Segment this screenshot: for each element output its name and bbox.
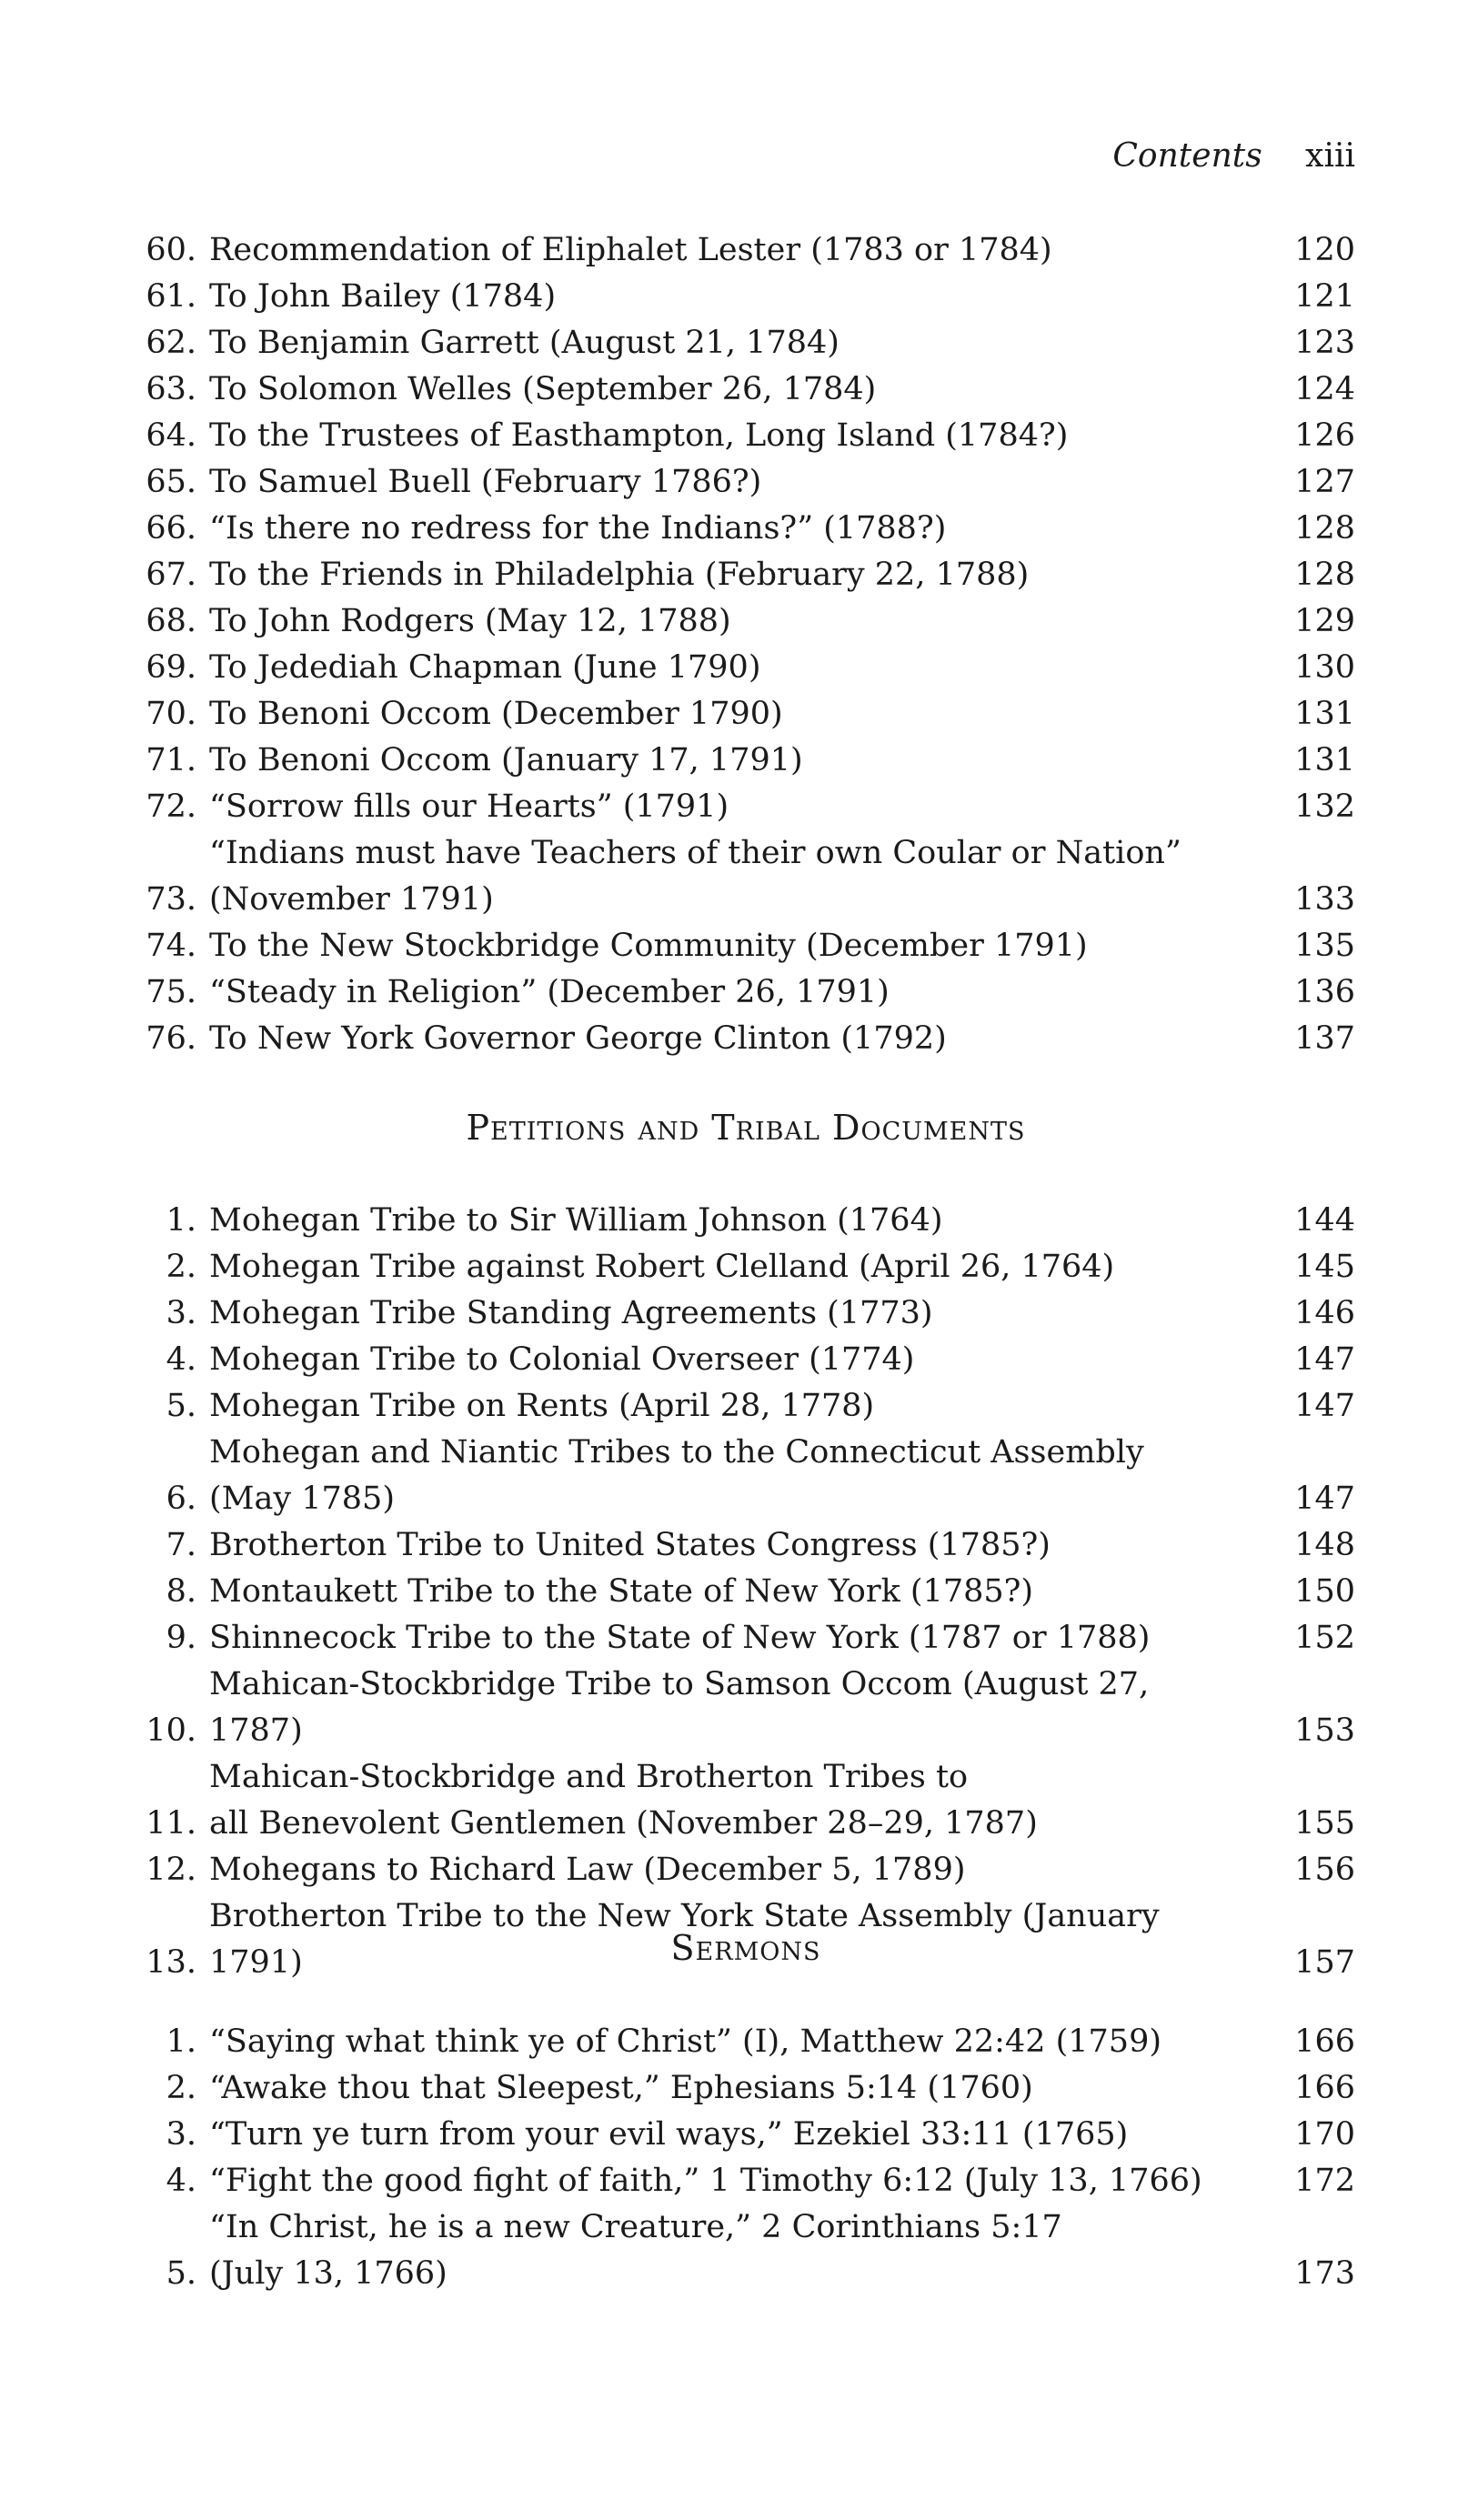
entry-page-number: 157: [1294, 1944, 1355, 1981]
toc-entry: [136, 274, 1355, 320]
entry-title-line: Mohegan Tribe to Colonial Overseer (1774): [209, 1341, 915, 1378]
toc-entry: [136, 1615, 1355, 1662]
entry-page-number: 136: [1294, 974, 1355, 1010]
entry-title-line: “Fight the good fight of faith,” 1 Timothy 6:12 (July 13, 1766): [209, 2163, 1202, 2199]
entry-number: 1.: [166, 2023, 196, 2060]
toc-entry: [136, 738, 1355, 784]
entry-title: [209, 1337, 1246, 1383]
entry-page-number: 147: [1294, 1481, 1355, 1517]
toc-entry: [136, 2065, 1355, 2112]
entry-title: [209, 2065, 1246, 2112]
entry-title: [209, 459, 1246, 506]
entry-number: 12.: [146, 1852, 196, 1888]
toc-entry: [136, 830, 1355, 923]
entry-number: 6.: [166, 1481, 196, 1517]
entry-page-number: 133: [1294, 881, 1355, 918]
entry-number: 62.: [146, 325, 196, 361]
entry-title: [209, 2112, 1246, 2158]
letters-list: [136, 227, 1355, 1062]
entry-title-continuation: (July 13, 1766): [209, 2255, 447, 2292]
toc-entry: [136, 506, 1355, 552]
toc-entry: [136, 459, 1355, 506]
entry-number: 13.: [146, 1944, 196, 1981]
entry-number: 64.: [146, 417, 196, 454]
toc-entry: [136, 1430, 1355, 1522]
entry-number: 71.: [146, 742, 196, 778]
entry-page-number: 127: [1294, 464, 1355, 500]
entry-page-number: 150: [1294, 1573, 1355, 1610]
entry-number: 74.: [146, 928, 196, 964]
running-head-title: Contents: [1112, 137, 1262, 175]
entry-number: 11.: [146, 1805, 196, 1842]
toc-entry: [136, 1569, 1355, 1615]
toc-entry: [136, 1662, 1355, 1754]
entry-number: 5.: [166, 1388, 196, 1424]
entry-page-number: 147: [1294, 1388, 1355, 1424]
entry-title: [209, 1847, 1246, 1893]
entry-title-line: “Is there no redress for the Indians?” (1788?): [209, 510, 947, 547]
entry-page-number: 130: [1294, 649, 1355, 686]
entry-number: 2.: [166, 1249, 196, 1285]
entry-number: 4.: [166, 1341, 196, 1378]
entry-number: 69.: [146, 649, 196, 686]
entry-title: [209, 1615, 1246, 1662]
entry-number: 1.: [166, 1202, 196, 1239]
running-head-page-number: xiii: [1305, 137, 1355, 175]
toc-entry: [136, 923, 1355, 969]
toc-entry: [136, 1754, 1355, 1847]
toc-entry: [136, 1337, 1355, 1383]
toc-entry: [136, 784, 1355, 830]
toc-entry: [136, 366, 1355, 413]
entry-title: [209, 691, 1246, 738]
entry-number: 5.: [166, 2255, 196, 2292]
entry-number: 63.: [146, 371, 196, 407]
entry-page-number: 131: [1294, 696, 1355, 732]
entry-number: 66.: [146, 510, 196, 547]
toc-entry: [136, 227, 1355, 274]
toc-entry: [136, 413, 1355, 459]
entry-title: [209, 366, 1246, 413]
entry-title: [209, 506, 1246, 552]
entry-number: 4.: [166, 2163, 196, 2199]
toc-entry: [136, 1244, 1355, 1290]
entry-title-line: Recommendation of Eliphalet Lester (1783 or 1784): [209, 232, 1052, 268]
entry-title-continuation: (November 1791): [209, 881, 494, 918]
entry-page-number: 147: [1294, 1341, 1355, 1378]
entry-title-line: Mohegan Tribe on Rents (April 28, 1778): [209, 1388, 875, 1424]
entry-number: 3.: [166, 1295, 196, 1331]
entry-page-number: 146: [1294, 1295, 1355, 1331]
entry-title: [209, 1383, 1246, 1430]
entry-page-number: 137: [1294, 1020, 1355, 1057]
entry-title: [209, 552, 1246, 598]
entry-page-number: 170: [1294, 2116, 1355, 2153]
entry-number: 72.: [146, 788, 196, 825]
entry-title: [209, 1754, 1246, 1847]
entry-number: 7.: [166, 1527, 196, 1563]
toc-entry: [136, 1847, 1355, 1893]
entry-title-line: “Awake thou that Sleepest,” Ephesians 5:14 (1760): [209, 2070, 1033, 2106]
entry-page-number: 148: [1294, 1527, 1355, 1563]
entry-title-line: Montaukett Tribe to the State of New York (1785?): [209, 1573, 1034, 1610]
entry-title-line: Brotherton Tribe to the New York State Assembly (January 1791): [209, 1898, 1160, 1981]
entry-title-line: To John Bailey (1784): [209, 278, 557, 315]
entry-title: [209, 227, 1246, 274]
entry-title-line: Brotherton Tribe to United States Congress (1785?): [209, 1527, 1051, 1563]
entry-title-line: To Solomon Welles (September 26, 1784): [209, 371, 877, 407]
sermons-list: [136, 2019, 1355, 2297]
entry-title-line: To John Rodgers (May 12, 1788): [209, 603, 731, 639]
entry-title-line: To New York Governor George Clinton (1792): [209, 1020, 947, 1057]
entry-page-number: 126: [1294, 417, 1355, 454]
entry-number: 8.: [166, 1573, 196, 1610]
entry-page-number: 166: [1294, 2023, 1355, 2060]
entry-number: 76.: [146, 1020, 196, 1057]
entry-title-line: To Jedediah Chapman (June 1790): [209, 649, 761, 686]
entry-title-line: Mohegans to Richard Law (December 5, 1789): [209, 1852, 966, 1888]
toc-entry: [136, 2019, 1355, 2065]
toc-entry: [136, 1290, 1355, 1337]
entry-page-number: 132: [1294, 788, 1355, 825]
entry-title: [209, 1662, 1246, 1754]
entry-title: [209, 274, 1246, 320]
entry-number: 9.: [166, 1620, 196, 1656]
entry-title-line: Mohegan Tribe Standing Agreements (1773): [209, 1295, 933, 1331]
entry-title-line: Mohegan Tribe to Sir William Johnson (1764): [209, 1202, 943, 1239]
entry-number: 3.: [166, 2116, 196, 2153]
toc-entry: [136, 1522, 1355, 1569]
toc-entry: [136, 1383, 1355, 1430]
entry-number: 10.: [146, 1712, 196, 1749]
entry-number: 68.: [146, 603, 196, 639]
entry-title-line: “Turn ye turn from your evil ways,” Ezekiel 33:11 (1765): [209, 2116, 1129, 2153]
toc-entry: [136, 598, 1355, 645]
entry-title-line: Mahican-Stockbridge Tribe to Samson Occom (August 27, 1787): [209, 1666, 1150, 1749]
entry-page-number: 156: [1294, 1852, 1355, 1888]
entry-title: [209, 1290, 1246, 1337]
entry-title: [209, 1569, 1246, 1615]
entry-title: [209, 645, 1246, 691]
entry-title-line: To Benoni Occom (January 17, 1791): [209, 742, 803, 778]
toc-entry: [136, 2112, 1355, 2158]
entry-title-line: To Benoni Occom (December 1790): [209, 696, 783, 732]
entry-title-continuation: all Benevolent Gentlemen (November 28–29, 1787): [209, 1805, 1038, 1842]
entry-title: [209, 2019, 1246, 2065]
entry-page-number: 129: [1294, 603, 1355, 639]
entry-title-line: “Saying what think ye of Christ” (I), Matthew 22:42 (1759): [209, 2023, 1161, 2060]
entry-page-number: 166: [1294, 2070, 1355, 2106]
entry-page-number: 124: [1294, 371, 1355, 407]
entry-page-number: 152: [1294, 1620, 1355, 1656]
petitions-list: [136, 1198, 1355, 1986]
entry-title-line: “Steady in Religion” (December 26, 1791): [209, 974, 890, 1010]
entry-number: 61.: [146, 278, 196, 315]
entry-number: 60.: [146, 232, 196, 268]
running-head: [1112, 136, 1355, 176]
entry-page-number: 128: [1294, 557, 1355, 593]
entry-title: [209, 830, 1246, 923]
entry-page-number: 155: [1294, 1805, 1355, 1842]
entry-page-number: 121: [1294, 278, 1355, 315]
entry-title-line: “In Christ, he is a new Creature,” 2 Corinthians 5:17: [209, 2209, 1062, 2245]
entry-number: 2.: [166, 2070, 196, 2106]
entry-title: [209, 2204, 1246, 2297]
entry-page-number: 135: [1294, 928, 1355, 964]
entry-title: [209, 738, 1246, 784]
section-heading-sermons: Sermons: [670, 1928, 821, 1968]
entry-title: [209, 1198, 1246, 1244]
entry-title-line: To the New Stockbridge Community (December 1791): [209, 928, 1088, 964]
entry-number: 65.: [146, 464, 196, 500]
toc-entry: [136, 1198, 1355, 1244]
section-heading-petitions: Petitions and Tribal Documents: [466, 1108, 1026, 1148]
toc-entry: [136, 969, 1355, 1016]
entry-title: [209, 413, 1246, 459]
entry-title-line: “Indians must have Teachers of their own Coular or Nation”: [209, 835, 1181, 871]
entry-title-line: To the Friends in Philadelphia (February 22, 1788): [209, 557, 1030, 593]
entry-title-line: Mohegan and Niantic Tribes to the Connecticut Assembly: [209, 1434, 1144, 1471]
entry-title: [209, 1016, 1246, 1062]
entry-title: [209, 320, 1246, 366]
entry-page-number: 144: [1294, 1202, 1355, 1239]
entry-title: [209, 1522, 1246, 1569]
entry-number: 70.: [146, 696, 196, 732]
entry-title: [209, 969, 1246, 1016]
entry-page-number: 172: [1294, 2163, 1355, 2199]
entry-page-number: 120: [1294, 232, 1355, 268]
entry-title-line: “Sorrow fills our Hearts” (1791): [209, 788, 729, 825]
entry-page-number: 128: [1294, 510, 1355, 547]
toc-entry: [136, 320, 1355, 366]
toc-entry: [136, 645, 1355, 691]
toc-entry: [136, 691, 1355, 738]
entry-title-continuation: (May 1785): [209, 1481, 395, 1517]
toc-entry: [136, 2204, 1355, 2297]
toc-entry: [136, 552, 1355, 598]
entry-page-number: 145: [1294, 1249, 1355, 1285]
entry-title: [209, 1244, 1246, 1290]
entry-title-line: Mohegan Tribe against Robert Clelland (April 26, 1764): [209, 1249, 1115, 1285]
entry-number: 67.: [146, 557, 196, 593]
entry-title: [209, 1430, 1246, 1522]
entry-title: [209, 923, 1246, 969]
entry-title: [209, 784, 1246, 830]
toc-entry: [136, 1016, 1355, 1062]
entry-number: 73.: [146, 881, 196, 918]
entry-page-number: 131: [1294, 742, 1355, 778]
entry-title-line: To the Trustees of Easthampton, Long Island (1784?): [209, 417, 1069, 454]
entry-title: [209, 2158, 1246, 2204]
entry-title-line: To Samuel Buell (February 1786?): [209, 464, 762, 500]
entry-page-number: 153: [1294, 1712, 1355, 1749]
entry-page-number: 173: [1294, 2255, 1355, 2292]
entry-title-line: Mahican-Stockbridge and Brotherton Tribes to: [209, 1759, 969, 1795]
entry-number: 75.: [146, 974, 196, 1010]
entry-title: [209, 598, 1246, 645]
entry-title-line: Shinnecock Tribe to the State of New York (1787 or 1788): [209, 1620, 1151, 1656]
entry-page-number: 123: [1294, 325, 1355, 361]
entry-title-line: To Benjamin Garrett (August 21, 1784): [209, 325, 840, 361]
toc-entry: [136, 2158, 1355, 2204]
